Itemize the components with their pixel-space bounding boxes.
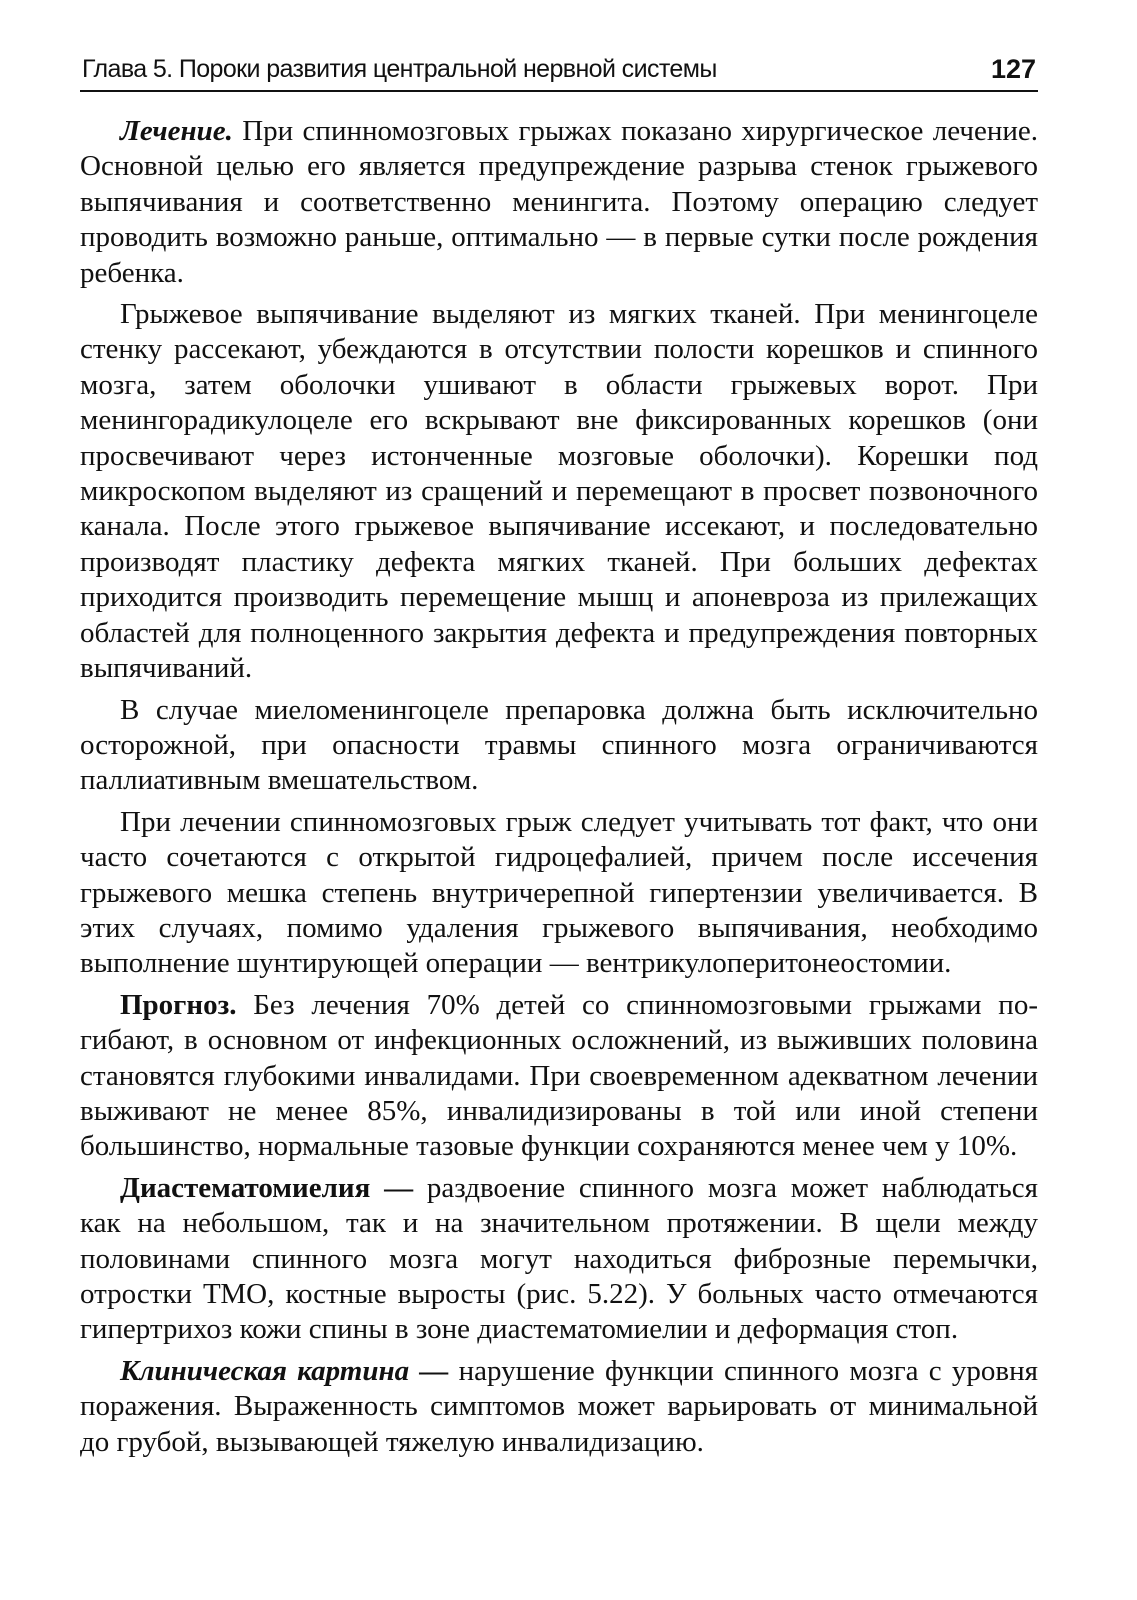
paragraph-text: нарушение функции спинного мозга с уровня поражения. Выраженность симптомов может варьировать от минимальной до грубой, вызывающей тяжелую инвалидизацию. <box>80 1354 1038 1458</box>
paragraph-prognosis <box>80 988 1038 1165</box>
paragraph-lead: Прогноз. <box>120 988 237 1021</box>
paragraph-hernia-excision <box>80 297 1038 686</box>
paragraph-treatment <box>80 114 1038 291</box>
chapter-title: Глава 5. Пороки развития центральной нервной системы <box>82 55 717 83</box>
paragraph-lead: Клиническая картина — <box>120 1354 449 1387</box>
paragraph-text: При спинномозговых грыжах показано хирургическое лечение. Основной целью его является предупреждение разрыва стенок грыжевого выпячивания и соответственно менингита. Поэтому операцию следует проводить возможно раньше, оптимально — в первые сутки после рождения ребенка. <box>80 115 1038 289</box>
book-page <box>80 52 1038 1466</box>
paragraph-hydrocephalus <box>80 805 1038 982</box>
page-number: 127 <box>990 54 1036 84</box>
paragraph-text: раздвоение спинного мозга может наблюдаться как на небольшом, так и на значительном протяжении. В щели между половинами спинного мозга могут находиться фиброзные перемычки, отростки ТМО, костные выросты (рис. 5.22). У больных часто отмечаются гипертрихоз кожи спины в зоне диастематомиелии и деформация стоп. <box>80 1171 1038 1346</box>
paragraph-text: В случае миеломенингоцеле препаровка должна быть исключительно осторожной, при опасности травмы спинного мозга ограничиваются паллиативным вмешательством. <box>80 693 1038 797</box>
paragraph-text: Грыжевое выпячивание выделяют из мягких тканей. При менингоцеле стенку рассекают, убеждаются в отсутствии полости корешков и спинного мозга, затем оболочки ушивают в области грыжевых ворот. При менингорадикулоцеле его вскрывают вне фиксированных корешков (они просвечивают через истонченные мозговые оболочки). Корешки под микроскопом выделяют из сращений и перемещают в просвет позвоночного канала. После этого грыжевое выпячивание иссекают, и последовательно производят пластику дефекта мягких тканей. При больших дефектах приходится производить перемещение мышц и апоневроза из прилежащих областей для полноценного закрытия дефекта и предупреждения повторных выпячиваний. <box>80 298 1038 685</box>
running-header <box>80 52 1038 92</box>
paragraph-lead: Диастематомиелия — <box>120 1171 414 1204</box>
paragraph-myelomeningocele <box>80 693 1038 799</box>
paragraph-lead: Лечение. <box>120 115 233 147</box>
paragraph-diastematomyelia <box>80 1171 1038 1348</box>
body-text <box>80 114 1038 1460</box>
paragraph-text: При лечении спинномозговых грыж следует учитывать тот факт, что они часто сочетаются с открытой гидроцефалией, причем после иссечения грыжевого мешка степень внутричерепной гипертензии увеличивается. В этих случаях, помимо удаления грыжевого выпячивания, необходимо выполнение шунтирующей операции — вентрикулоперитонеостомии. <box>80 805 1038 980</box>
paragraph-clinical-picture <box>80 1354 1038 1460</box>
paragraph-text: Без лечения 70% детей со спинномозговыми грыжами погибают, в основном от инфекционных осложнений, из выживших половина становятся глубокими инвалидами. При своевременном адекватном лечении выживают не менее 85%, инвалидизированы в той или иной степени большинство, нормальные тазовые функции сохраняются менее чем у 10%. <box>80 988 1038 1163</box>
